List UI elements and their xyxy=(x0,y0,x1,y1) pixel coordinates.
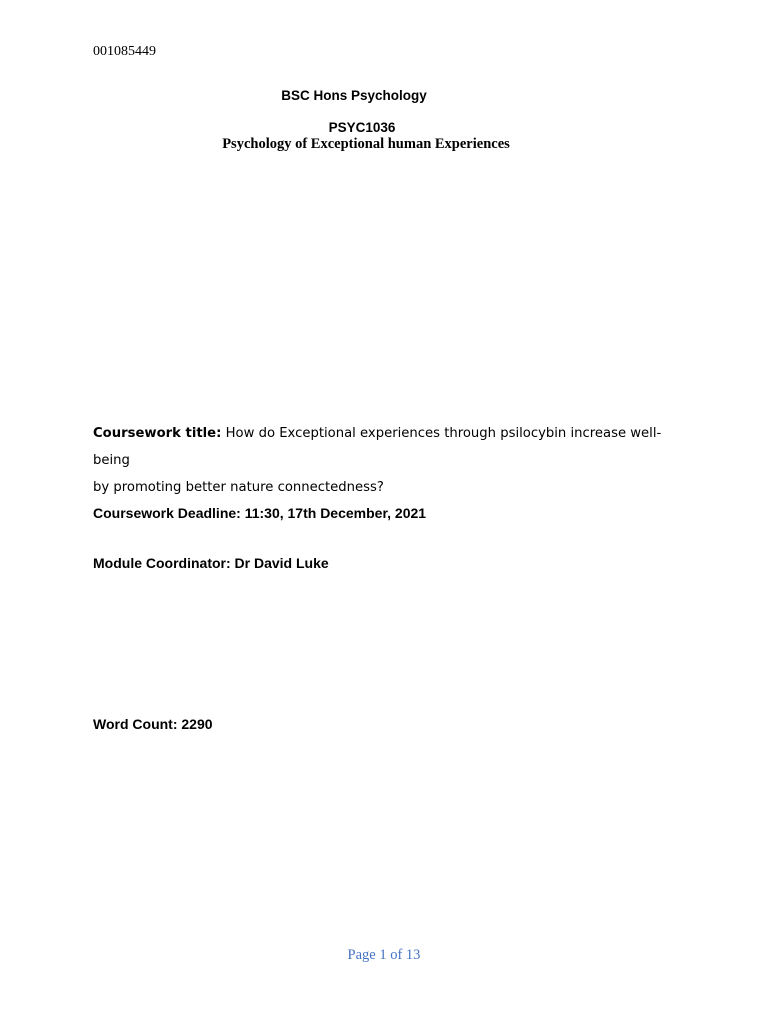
coursework-title-text-line1: How do Exceptional experiences through psilocybin increase well-being xyxy=(93,426,662,468)
student-id: 001085449 xyxy=(93,44,156,59)
coursework-deadline: Coursework Deadline: 11:30, 17th December, 2021 xyxy=(93,505,427,521)
programme-title: BSC Hons Psychology xyxy=(281,88,427,103)
module-code: PSYC1036 xyxy=(328,120,396,135)
page-number: Page 1 of 13 xyxy=(347,947,421,963)
coursework-title-text-line2: by promoting better nature connectedness? xyxy=(93,480,384,495)
word-count: Word Count: 2290 xyxy=(93,716,213,732)
module-coordinator: Module Coordinator: Dr David Luke xyxy=(93,555,329,571)
coursework-title xyxy=(93,420,683,501)
coursework-title-label: Coursework title: xyxy=(93,426,222,441)
module-name: Psychology of Exceptional human Experiences xyxy=(222,136,510,152)
